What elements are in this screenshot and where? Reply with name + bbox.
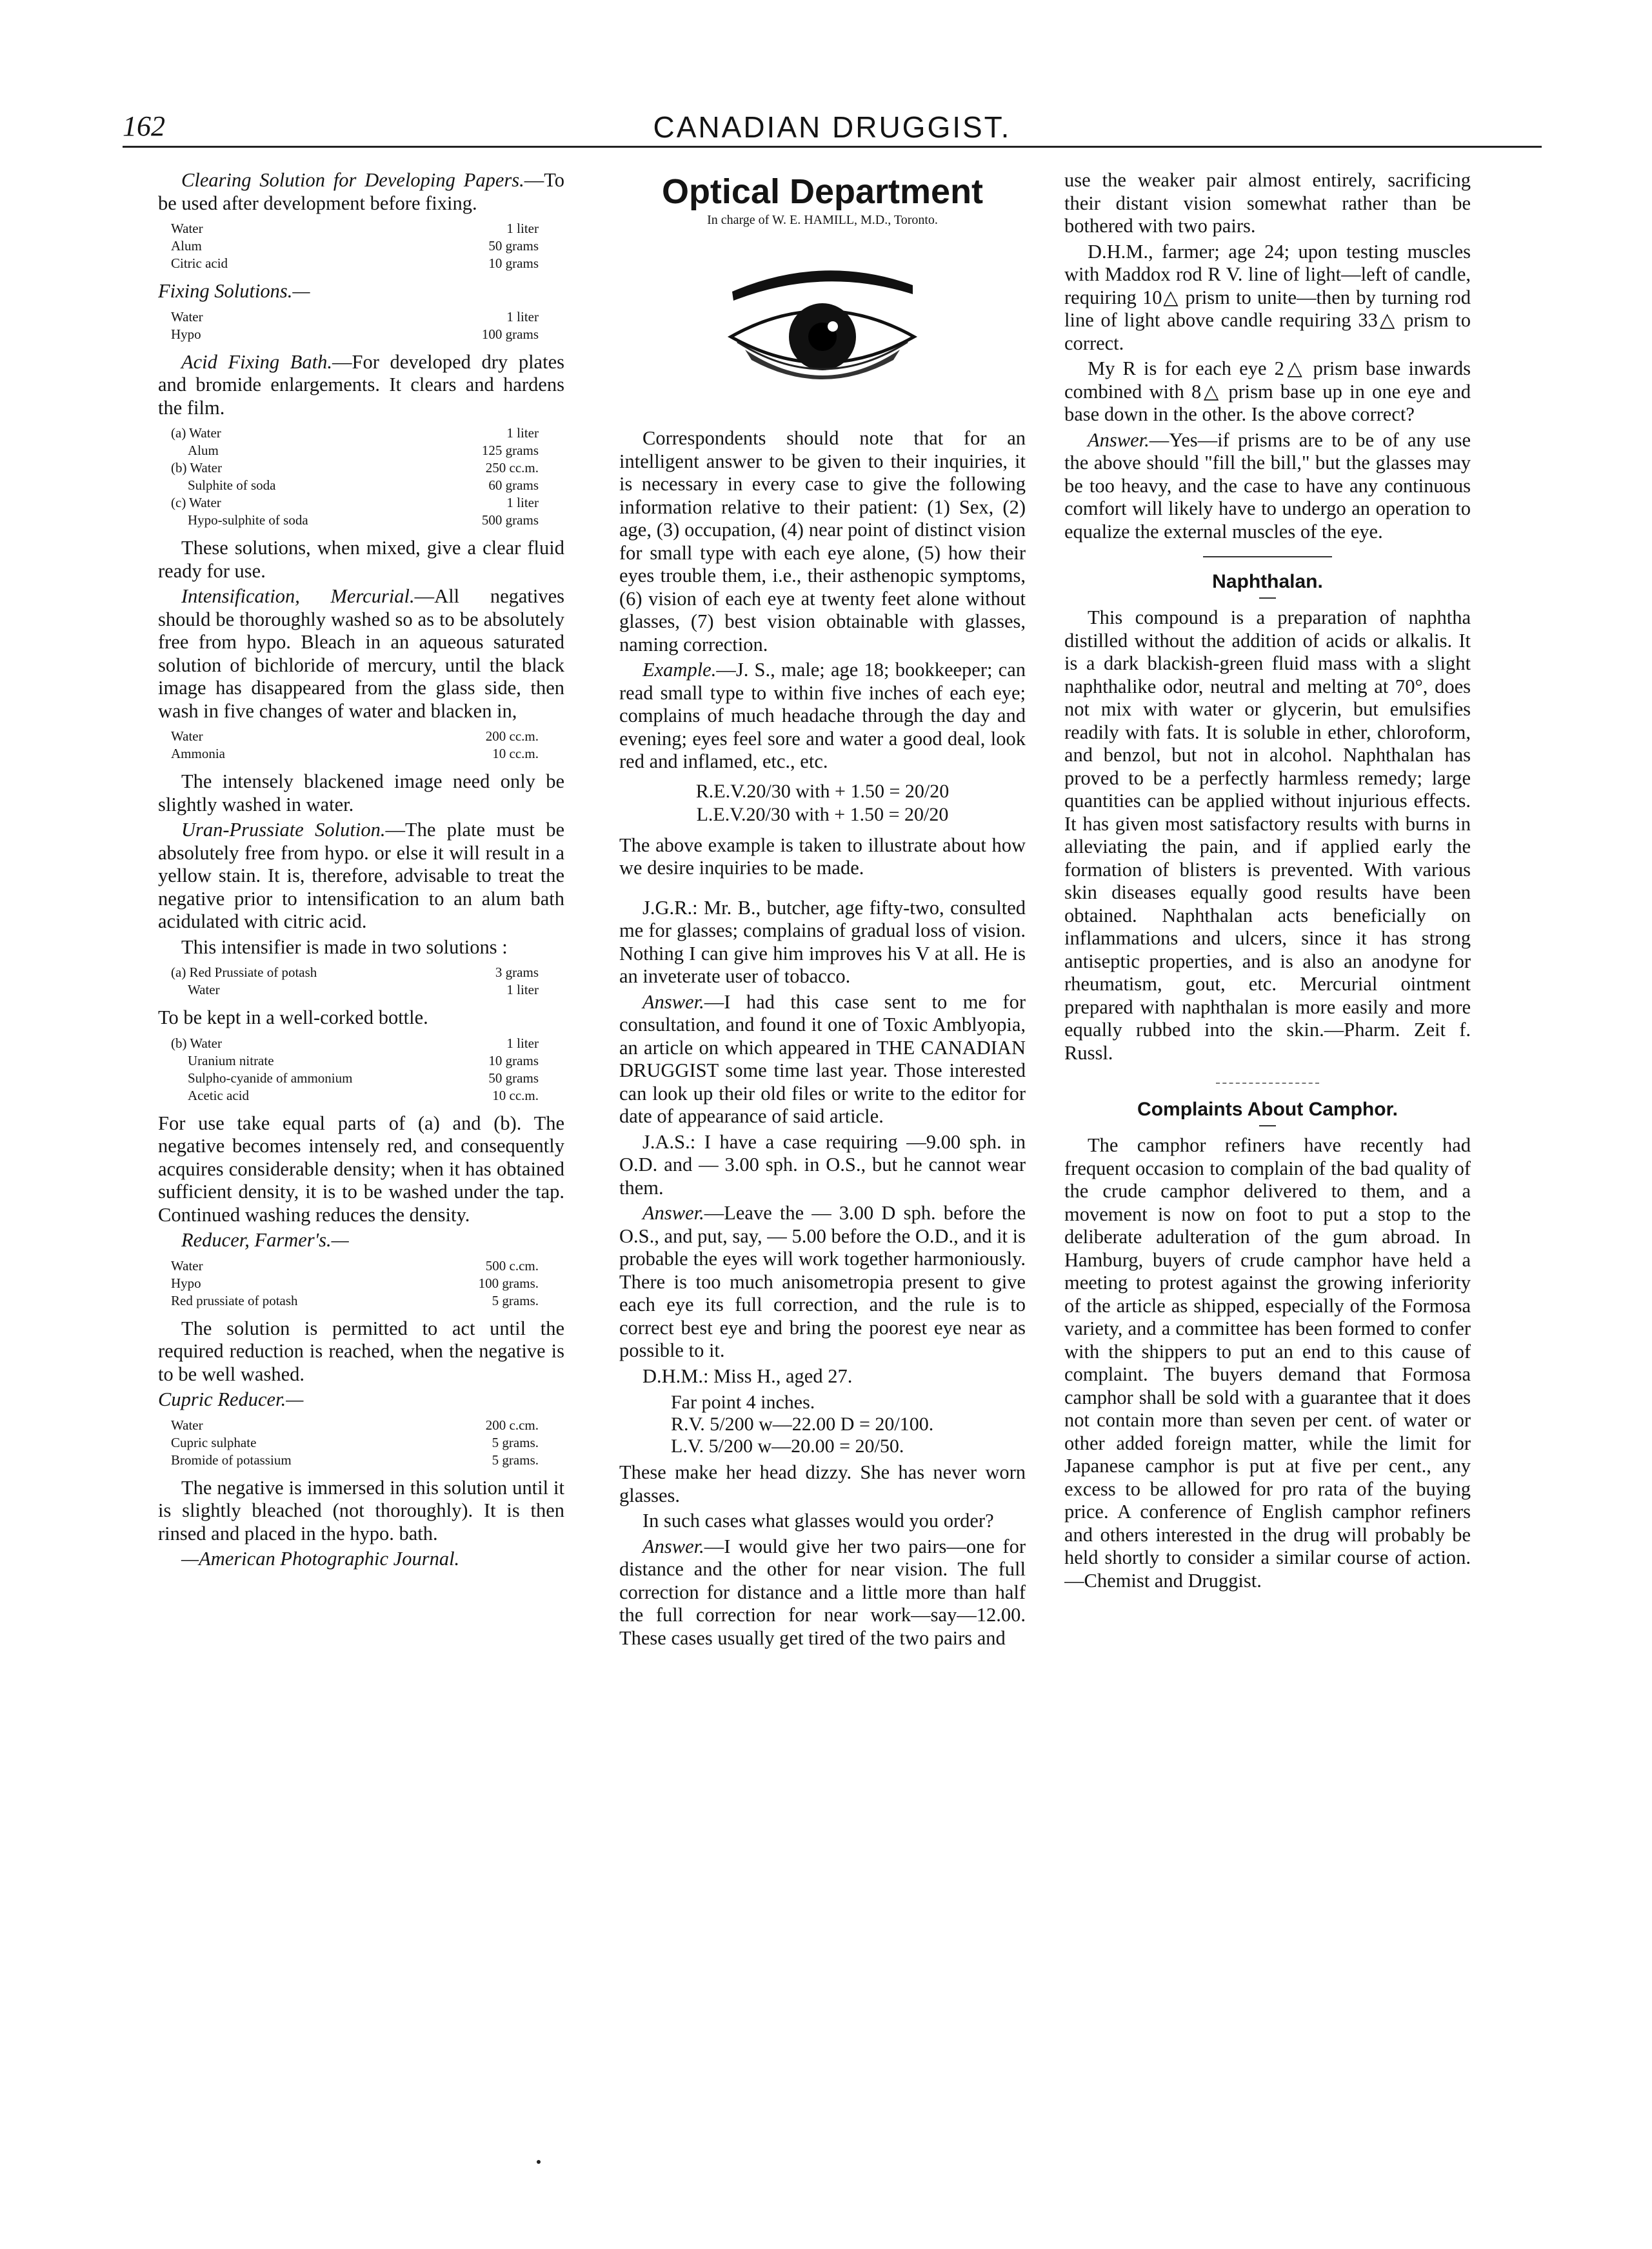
- heading-rule: [1259, 1125, 1276, 1126]
- paragraph: J.A.S.: I have a case requiring —9.00 sph. in O.D. and — 3.00 sph. in O.S., but he cannot wear them.: [619, 1130, 1026, 1199]
- source-credit: —American Photographic Journal.: [181, 1548, 460, 1570]
- column-right: [1064, 169, 1471, 2169]
- column-middle: [619, 169, 1026, 2169]
- ingredient-quantity: 10 cc.m.: [492, 746, 539, 761]
- paragraph: J.G.R.: Mr. B., butcher, age fifty-two, consulted me for glasses; complains of gradual loss of vision. Nothing I can give him improves his V at all. He is an inveterate user of tobacco.: [619, 896, 1026, 987]
- column-left: [158, 169, 564, 2169]
- eye-illustration: [719, 246, 926, 401]
- paragraph: My R is for each eye 2△ prism base inwards combined with 8△ prism base up in one eye and base down in the other. Is the above correct?: [1064, 357, 1471, 425]
- prescription-left-eye: L.E.V.20/30 with + 1.50 = 20/20: [696, 803, 949, 825]
- ingredient-name: Hypo: [171, 1275, 201, 1291]
- section-divider: [1203, 556, 1332, 557]
- paragraph: use the weaker pair almost entirely, sacrificing their distant vision somewhat rather than be bothered with two pairs.: [1064, 169, 1471, 237]
- formula-row: [171, 494, 564, 512]
- formula-row: [171, 745, 564, 763]
- formula-row: [171, 1070, 564, 1087]
- subheading: Cupric Reducer.—: [158, 1388, 304, 1410]
- ingredient-quantity: 1 liter: [506, 1035, 539, 1051]
- header-rule: [123, 146, 1542, 148]
- formula-row: [171, 1292, 564, 1310]
- ingredient-name: Ammonia: [171, 746, 225, 761]
- heading-rule: [1259, 597, 1276, 599]
- ingredient-quantity: 1 liter: [506, 308, 539, 325]
- paragraph: These solutions, when mixed, give a clear fluid ready for use.: [158, 537, 564, 582]
- ingredient-quantity: 10 grams: [488, 1052, 539, 1068]
- section-divider: [1216, 1083, 1319, 1084]
- formula-row: [171, 1035, 564, 1052]
- paragraph: This compound is a preparation of naphtha distilled without the addition of acids or alkalis. It is a dark blackish-green fluid mass with a slight naphthalike odor, neutral and melting at 70°, does not mix with water or glycerin, but emulsifies readily with fats. It is soluble in ether, chloroform, and benzol, but not in alcohol. Naphthalan has proved to be a perfectly harmless remedy; large quantities can be applied without injurious effects. It has given most satisfactory results with burns in alleviating the pain, and if applied early the formation of blisters is prevented. With various skin diseases equally good results have been obtained. Naphthalan acts beneficially on inflammations and ulcers, since it has strong antiseptic properties, and is also an anodyne for rheumatism, gout, etc. Mercurial ointment prepared with naphthalan is more easily and more equally rubbed into the skin.—Pharm. Zeit f. Russl.: [1064, 606, 1471, 1064]
- article-heading-naphthalan: Naphthalan.: [1212, 571, 1323, 592]
- paragraph: D.H.M.: Miss H., aged 27.: [642, 1364, 853, 1387]
- recipe-clearing: [171, 220, 564, 272]
- far-point: Far point 4 inches.: [671, 1392, 815, 1413]
- article-heading-camphor: Complaints About Camphor.: [1137, 1099, 1398, 1120]
- ingredient-name: Alum: [188, 443, 219, 458]
- paragraph: These make her head dizzy. She has never worn glasses.: [619, 1461, 1026, 1506]
- paragraph: Clearing Solution for Developing Papers.—To be used after development before fixing.: [158, 169, 564, 214]
- ingredient-name: (c) Water: [171, 495, 221, 510]
- paragraph: The above example is taken to illustrate about how we desire inquiries to be made.: [619, 834, 1026, 879]
- ingredient-quantity: 50 grams: [488, 238, 539, 254]
- formula-row: [171, 964, 564, 981]
- paragraph: Answer.—I would give her two pairs—one for distance and the other for near vision. The full correction for distance and a little more than half the full correction for near work—say—12.00. These cases usually get tired of the two pairs and: [619, 1535, 1026, 1649]
- ingredient-quantity: 5 grams.: [492, 1452, 539, 1468]
- paragraph: Answer.—I had this case sent to me for consultation, and found it one of Toxic Amblyopia, an article on which appeared in THE CANADIAN DRUGGIST some time last year. Those interested can look up their old files or write to the editor for date of appearance of said article.: [619, 990, 1026, 1127]
- ingredient-quantity: 200 c.cm.: [485, 1417, 539, 1433]
- ingredient-name: Hypo: [171, 326, 201, 342]
- paragraph: Example.—J. S., male; age 18; bookkeeper; can read small type to within five inches of each eye; complains of much headache through the day and evening; eyes feel sore and water a good deal, look red and inflamed, etc., etc.: [619, 659, 1026, 772]
- ingredient-quantity: 5 grams.: [492, 1292, 539, 1308]
- paragraph: Acid Fixing Bath.—For developed dry plates and bromide enlargements. It clears and hardens the film.: [158, 350, 564, 419]
- ingredient-quantity: 1 liter: [506, 982, 539, 997]
- paragraph: This intensifier is made in two solutions :: [181, 935, 508, 958]
- ingredient-name: Water: [171, 1417, 203, 1433]
- formula-row: [171, 981, 564, 999]
- ingredient-name: Bromide of potassium: [171, 1452, 292, 1468]
- ingredient-quantity: 500 c.cm.: [485, 1257, 539, 1274]
- paragraph: The negative is immersed in this solution until it is slightly bleached (not thoroughly). It is then rinsed and placed in the hypo. bath.: [158, 1476, 564, 1544]
- formula-row: [171, 237, 564, 255]
- ingredient-name: Cupric sulphate: [171, 1434, 257, 1450]
- footer-dot: [537, 2160, 541, 2164]
- paragraph: Intensification, Mercurial.—All negatives should be thoroughly washed so as to be absolutely free from hypo. Bleach in an aqueous saturated solution of bichloride of mercury, until the black image has disappeared from the glass side, then wash in five changes of water and blacken in,: [158, 585, 564, 722]
- prescription-right-eye: R.E.V.20/30 with + 1.50 = 20/20: [695, 780, 950, 802]
- ingredient-name: (a) Water: [171, 425, 221, 441]
- paragraph: The solution is permitted to act until the required reduction is reached, when the negative is to be well washed.: [158, 1317, 564, 1385]
- paragraph: To be kept in a well-corked bottle.: [158, 1006, 428, 1028]
- ingredient-name: Alum: [171, 238, 202, 254]
- formula-row: [171, 425, 564, 442]
- left-vision: L.V. 5/200 w—20.00 = 20/50.: [671, 1435, 904, 1457]
- formula-row: [171, 1257, 564, 1275]
- paragraph: In such cases what glasses would you order?: [642, 1510, 994, 1532]
- ingredient-quantity: 250 cc.m.: [485, 460, 539, 475]
- vision-readings: [671, 1392, 1026, 1457]
- ingredient-quantity: 1 liter: [506, 495, 539, 510]
- ingredient-name: Acetic acid: [188, 1087, 250, 1103]
- recipe-uran-a: [171, 964, 564, 999]
- department-byline: In charge of W. E. HAMILL, M.D., Toronto.: [707, 213, 938, 227]
- ingredient-name: Red prussiate of potash: [171, 1292, 298, 1308]
- recipe-uran-b: [171, 1035, 564, 1105]
- ingredient-name: Sulpho-cyanide of ammonium: [188, 1070, 353, 1086]
- ingredient-name: (b) Water: [171, 460, 222, 475]
- ingredient-quantity: 3 grams: [495, 965, 539, 980]
- right-vision: R.V. 5/200 w—22.00 D = 20/100.: [671, 1414, 934, 1435]
- paragraph: For use take equal parts of (a) and (b). The negative becomes intensely red, and consequently acquires considerable density; when it has obtained sufficient density, it is to be washed under the tap. Continued washing reduces the density.: [158, 1112, 564, 1226]
- ingredient-name: Water: [171, 221, 203, 236]
- ingredient-quantity: 200 cc.m.: [485, 728, 539, 744]
- ingredient-quantity: 100 grams: [481, 326, 539, 342]
- formula-row: [171, 1434, 564, 1452]
- ingredient-quantity: 10 cc.m.: [492, 1087, 539, 1103]
- prescription: [619, 780, 1026, 826]
- ingredient-name: Sulphite of soda: [188, 477, 276, 493]
- ingredient-name: Uranium nitrate: [188, 1052, 274, 1068]
- ingredient-name: Water: [171, 1257, 203, 1274]
- ingredient-name: Water: [188, 982, 220, 997]
- paragraph: The camphor refiners have recently had frequent occasion to complain of the bad quality of the crude camphor delivered to them, and a movement is now on foot to put a stop to the deliberate adulteration of the gum abroad. In Hamburg, buyers of crude camphor have held a meeting to protest against the growing inferiority of the article as shipped, especially of the Formosa variety, and a committee has been formed to confer with the shippers to put an end to this cause of complaint. The buyers demand that Formosa camphor shall be sold with a guarantee that it does not contain more than seven per cent. of water or other added foreign matter, while the limit for Japanese camphor is put at five per cent., any excess to be allowed for pro rata of the buying price. A conference of English camphor refiners and others interested in the drug will probably be held shortly to consider a similar course of action.—Chemist and Druggist.: [1064, 1134, 1471, 1592]
- formula-row: [171, 512, 564, 529]
- recipe-fixing: [171, 308, 564, 343]
- page-header: [123, 110, 1542, 155]
- ingredient-quantity: 60 grams: [488, 477, 539, 493]
- ingredient-name: Hypo-sulphite of soda: [188, 512, 308, 528]
- formula-row: [171, 1452, 564, 1469]
- formula-row: [171, 308, 564, 326]
- formula-row: [171, 728, 564, 745]
- paragraph: D.H.M., farmer; age 24; upon testing muscles with Maddox rod R V. line of light—left of candle, requiring 10△ prism to unite—then by turning rod line of light above candle requiring 33△ prism to correct.: [1064, 240, 1471, 354]
- department-title: Optical Department: [661, 172, 984, 211]
- formula-row: [171, 1052, 564, 1070]
- paragraph: Correspondents should note that for an intelligent answer to be given to their inquiries, it is necessary in every case to give the following information relative to their patient: (1) Sex, (2) age, (3) occupation, (4) near point of distinct vision for small type with each eye alone, (5) how their eyes trouble them, i.e., their asthenopic symptoms, (6) vision of each eye at twenty feet alone without glasses, (7) best vision obtainable with glasses, naming correction.: [619, 427, 1026, 655]
- formula-row: [171, 255, 564, 272]
- recipe-reducer: [171, 1257, 564, 1310]
- ingredient-name: Citric acid: [171, 255, 228, 271]
- paragraph: The intensely blackened image need only be slightly washed in water.: [158, 770, 564, 815]
- formula-row: [171, 1275, 564, 1292]
- ingredient-quantity: 1 liter: [506, 425, 539, 441]
- formula-row: [171, 1417, 564, 1434]
- formula-row: [171, 1087, 564, 1105]
- ingredient-name: Water: [171, 308, 203, 325]
- formula-row: [171, 326, 564, 343]
- ingredient-quantity: 10 grams: [488, 255, 539, 271]
- ingredient-name: (b) Water: [171, 1035, 222, 1051]
- formula-row: [171, 459, 564, 477]
- running-title: CANADIAN DRUGGIST.: [653, 110, 1011, 144]
- recipe-acid-fixing: [171, 425, 564, 529]
- subheading: Fixing Solutions.—: [158, 280, 310, 302]
- ingredient-quantity: 5 grams.: [492, 1434, 539, 1450]
- ingredient-name: Water: [171, 728, 203, 744]
- paragraph: Answer.—Yes—if prisms are to be of any use the above should "fill the bill," but the glasses may be too heavy, and the case to have any continuous comfort will likely have to undergo an operation to equalize the external muscles of the eye.: [1064, 428, 1471, 543]
- recipe-intensification: [171, 728, 564, 763]
- formula-row: [171, 442, 564, 459]
- formula-row: [171, 220, 564, 237]
- ingredient-quantity: 500 grams: [481, 512, 539, 528]
- page-number: 162: [123, 110, 165, 142]
- formula-row: [171, 477, 564, 494]
- paragraph: Answer.—Leave the — 3.00 D sph. before the O.S., and put, say, — 5.00 before the O.D., and it is probable the eyes will work together harmoniously. There is too much anisometropia present to give each eye its full correction, and the rule is to correct best eye and bring the poorest eye near as possible to it.: [619, 1202, 1026, 1361]
- paragraph: Uran-Prussiate Solution.—The plate must be absolutely free from hypo. or else it will result in a yellow stain. It is, therefore, advisable to treat the negative prior to intensification to an alum bath acidulated with citric acid.: [158, 819, 564, 932]
- ingredient-name: (a) Red Prussiate of potash: [171, 965, 317, 980]
- ingredient-quantity: 1 liter: [506, 221, 539, 236]
- recipe-cupric: [171, 1417, 564, 1469]
- subheading: Reducer, Farmer's.—: [181, 1229, 349, 1251]
- ingredient-quantity: 50 grams: [488, 1070, 539, 1086]
- ingredient-quantity: 125 grams: [481, 443, 539, 458]
- ingredient-quantity: 100 grams.: [478, 1275, 539, 1291]
